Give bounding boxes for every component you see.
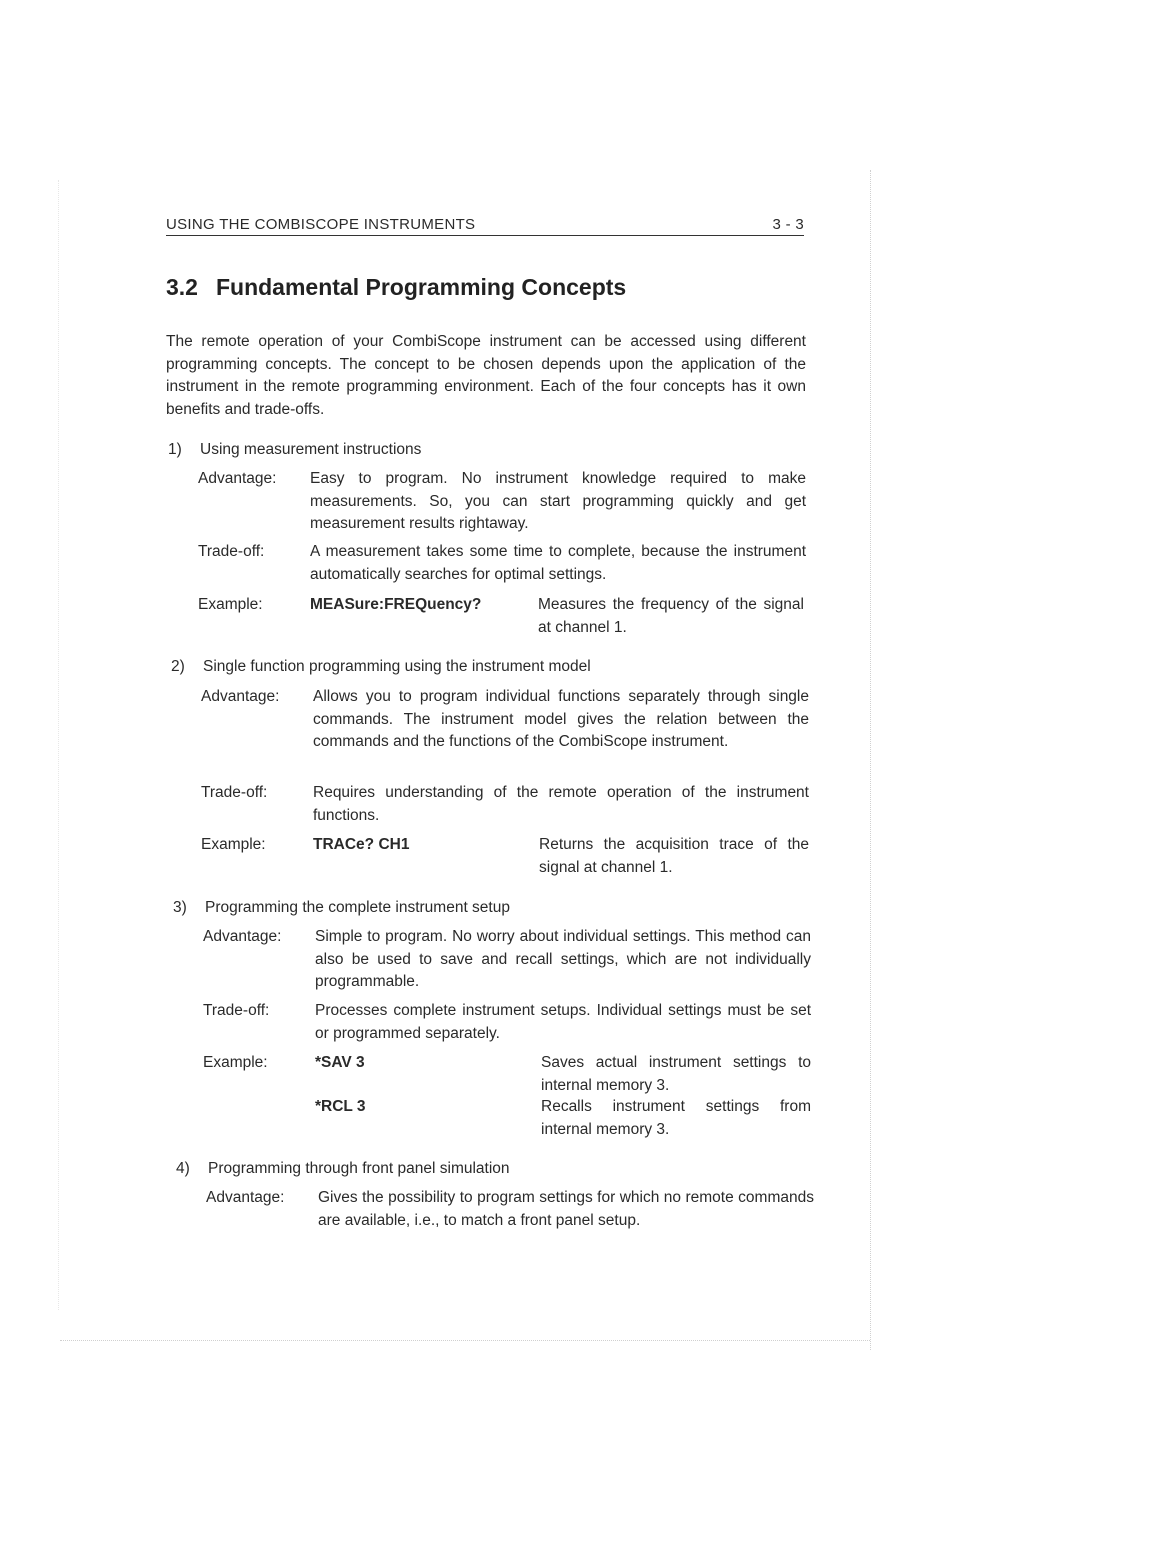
item-title: Single function programming using the instrument model bbox=[203, 658, 591, 675]
section-heading bbox=[166, 274, 626, 301]
tradeoff-label: Trade-off: bbox=[198, 543, 265, 560]
running-header bbox=[166, 216, 804, 236]
page-number: 3 - 3 bbox=[772, 216, 804, 233]
example-label: Example: bbox=[201, 836, 266, 853]
item-number: 2) bbox=[171, 658, 185, 675]
item-title: Programming through front panel simulation bbox=[208, 1160, 510, 1177]
scan-artifact-left bbox=[58, 180, 91, 1310]
tradeoff-text: Processes complete instrument setups. Individual settings must be set or programmed separately. bbox=[315, 1002, 811, 1042]
section-number: 3.2 bbox=[166, 274, 198, 300]
example-description: Measures the frequency of the signal at channel 1. bbox=[538, 596, 804, 636]
advantage-label: Advantage: bbox=[206, 1189, 285, 1206]
advantage-label: Advantage: bbox=[198, 470, 277, 487]
advantage-text: Simple to program. No worry about individual settings. This method can also be used to save and recall settings, which are not individually programmable. bbox=[315, 928, 811, 990]
example-description: Recalls instrument settings from internal memory 3. bbox=[541, 1098, 811, 1138]
example-command: MEASure:FREQuency? bbox=[310, 596, 482, 613]
advantage-text: Easy to program. No instrument knowledge required to make measurements. So, you can start programming quickly and get measurement results rightaway. bbox=[310, 470, 806, 532]
item-title: Using measurement instructions bbox=[200, 441, 422, 458]
tradeoff-label: Trade-off: bbox=[201, 784, 268, 801]
example-command: *RCL 3 bbox=[315, 1098, 366, 1115]
item-number: 1) bbox=[168, 441, 182, 458]
chapter-title: USING THE COMBISCOPE INSTRUMENTS bbox=[166, 216, 476, 233]
advantage-text: Allows you to program individual functions separately through single commands. The instrument model gives the relation between the commands and the functions of the CombiScope instrument. bbox=[313, 688, 809, 750]
advantage-label: Advantage: bbox=[201, 688, 280, 705]
advantage-label: Advantage: bbox=[203, 928, 282, 945]
tradeoff-label: Trade-off: bbox=[203, 1002, 270, 1019]
item-number: 4) bbox=[176, 1160, 190, 1177]
tradeoff-text: Requires understanding of the remote operation of the instrument functions. bbox=[313, 784, 809, 824]
list-item-heading bbox=[171, 656, 591, 678]
tradeoff-text: A measurement takes some time to complete, because the instrument automatically searches for optimal settings. bbox=[310, 543, 806, 583]
scan-artifact-bottom bbox=[60, 1340, 870, 1342]
intro-paragraph: The remote operation of your CombiScope instrument can be accessed using different programming concepts. The concept to be chosen depends upon the application of the instrument in the remote programming environment. Each of the four concepts has it own benefits and trade-offs. bbox=[166, 333, 806, 418]
example-label: Example: bbox=[203, 1054, 268, 1071]
example-command: TRACe? CH1 bbox=[313, 836, 410, 853]
list-item-heading bbox=[168, 439, 421, 461]
example-command: *SAV 3 bbox=[315, 1054, 365, 1071]
example-label: Example: bbox=[198, 596, 263, 613]
item-title: Programming the complete instrument setup bbox=[205, 899, 510, 916]
example-description: Saves actual instrument settings to internal memory 3. bbox=[541, 1054, 811, 1094]
advantage-text: Gives the possibility to program settings for which no remote commands are available, i.e., to match a front panel setup. bbox=[318, 1189, 814, 1229]
item-number: 3) bbox=[173, 899, 187, 916]
list-item-heading bbox=[176, 1158, 510, 1180]
section-title: Fundamental Programming Concepts bbox=[215, 274, 627, 300]
list-item-heading bbox=[173, 897, 510, 919]
example-description: Returns the acquisition trace of the signal at channel 1. bbox=[539, 836, 809, 876]
scan-artifact-right bbox=[870, 170, 872, 1350]
